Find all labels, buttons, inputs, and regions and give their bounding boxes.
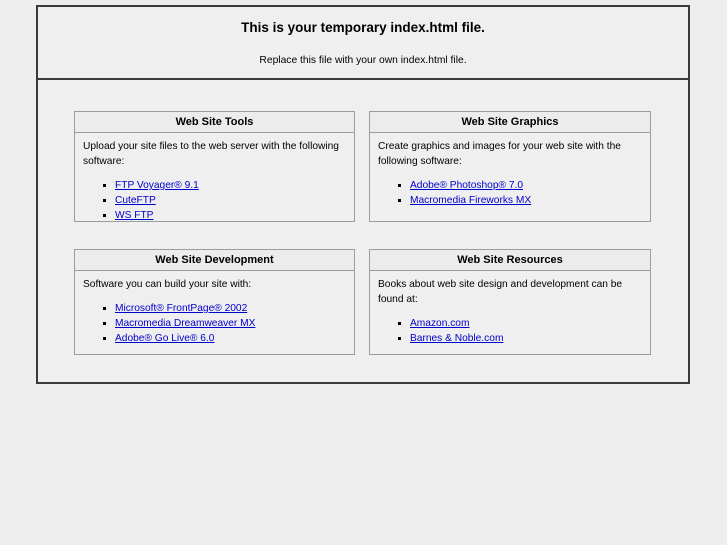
section-body-development: [75, 271, 354, 346]
section-description-development: Software you can build your site with:: [83, 279, 252, 290]
link-list-graphics: [378, 178, 642, 208]
content-area: [36, 80, 690, 384]
section-body-tools: [75, 133, 354, 223]
section-web-site-resources: [369, 249, 651, 355]
section-web-site-graphics: [369, 111, 651, 222]
list-item: [115, 331, 346, 346]
section-web-site-development: [74, 249, 355, 355]
section-title-tools: Web Site Tools: [75, 112, 354, 133]
list-item: [410, 193, 642, 208]
list-item: [410, 316, 642, 331]
section-body-graphics: [370, 133, 650, 208]
list-item: [115, 301, 346, 316]
link-adobe-photoshop[interactable]: Adobe® Photoshop® 7.0: [410, 180, 524, 191]
link-microsoft-frontpage[interactable]: Microsoft® FrontPage® 2002: [115, 303, 248, 314]
link-amazon[interactable]: Amazon.com: [410, 318, 470, 329]
section-body-resources: [370, 271, 650, 346]
list-item: [115, 178, 346, 193]
link-list-development: [83, 301, 346, 346]
page-title: This is your temporary index.html file.: [241, 20, 485, 35]
section-web-site-tools: [74, 111, 355, 222]
section-description-resources: Books about web site design and development can be found at:: [378, 279, 623, 305]
temporary-index-banner: [36, 5, 690, 80]
list-item: [115, 193, 346, 208]
link-barnes-noble[interactable]: Barnes & Noble.com: [410, 333, 504, 344]
section-title-development: Web Site Development: [75, 250, 354, 271]
link-macromedia-fireworks[interactable]: Macromedia Fireworks MX: [410, 195, 532, 206]
link-ftp-voyager[interactable]: FTP Voyager® 9.1: [115, 180, 199, 191]
list-item: [410, 331, 642, 346]
link-ws-ftp[interactable]: WS FTP: [115, 210, 154, 221]
link-list-resources: [378, 316, 642, 346]
list-item: [115, 316, 346, 331]
link-adobe-golive[interactable]: Adobe® Go Live® 6.0: [115, 333, 215, 344]
list-item: [410, 178, 642, 193]
link-macromedia-dreamweaver[interactable]: Macromedia Dreamweaver MX: [115, 318, 256, 329]
section-title-resources: Web Site Resources: [370, 250, 650, 271]
page-subtitle: Replace this file with your own index.html file.: [259, 55, 467, 66]
section-description-tools: Upload your site files to the web server with the following software:: [83, 141, 339, 167]
link-cuteftp[interactable]: CuteFTP: [115, 195, 156, 206]
section-description-graphics: Create graphics and images for your web site with the following software:: [378, 141, 621, 167]
link-list-tools: [83, 178, 346, 223]
list-item: [115, 208, 346, 223]
section-title-graphics: Web Site Graphics: [370, 112, 650, 133]
